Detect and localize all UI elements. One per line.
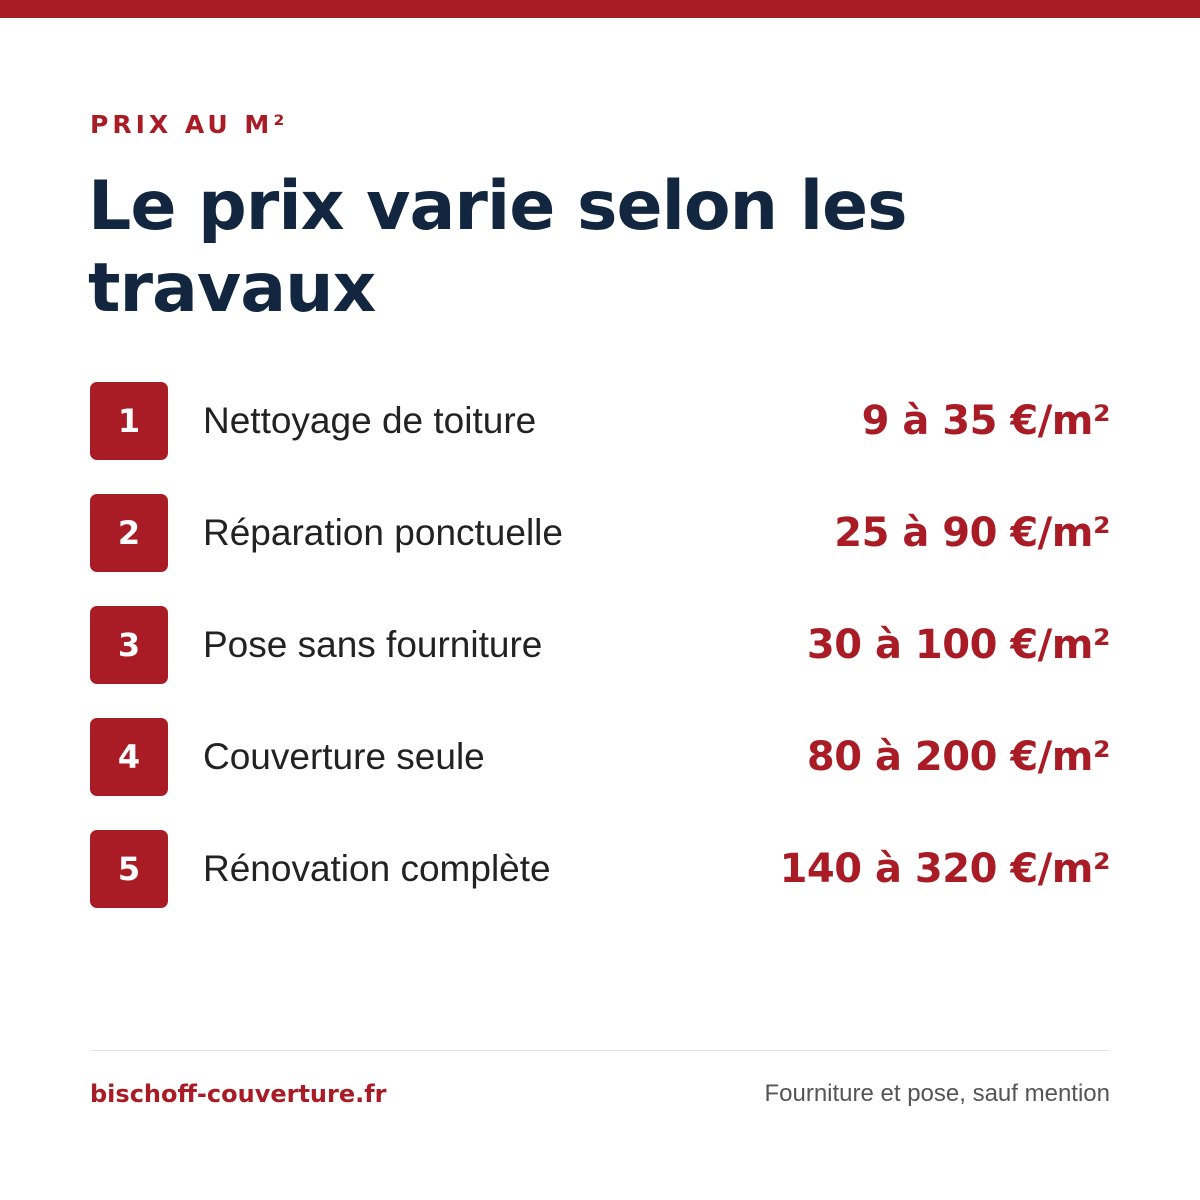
item-price: 30 à 100 €/m² xyxy=(806,622,1110,668)
footer-divider xyxy=(90,1050,1110,1051)
item-price: 9 à 35 €/m² xyxy=(861,398,1110,444)
item-label: Rénovation complète xyxy=(203,848,551,889)
footer-note: Fourniture et pose, sauf mention xyxy=(764,1080,1110,1107)
list-item xyxy=(90,606,1110,684)
list-item xyxy=(90,718,1110,796)
item-price: 80 à 200 €/m² xyxy=(806,734,1110,780)
item-number-badge: 3 xyxy=(90,606,168,684)
list-item xyxy=(90,830,1110,908)
list-item xyxy=(90,494,1110,572)
item-number-badge: 2 xyxy=(90,494,168,572)
top-accent-bar xyxy=(0,0,1200,18)
page-title: Le prix varie selon les travaux xyxy=(88,167,907,328)
item-price: 140 à 320 €/m² xyxy=(779,846,1110,892)
list-item xyxy=(90,382,1110,460)
item-number-badge: 5 xyxy=(90,830,168,908)
item-price: 25 à 90 €/m² xyxy=(834,510,1110,556)
website-link[interactable]: bischoff-couverture.fr xyxy=(90,1080,387,1108)
eyebrow-label: PRIX AU M² xyxy=(90,110,289,139)
item-label: Nettoyage de toiture xyxy=(203,400,537,441)
item-label: Pose sans fourniture xyxy=(203,624,543,665)
item-number-badge: 1 xyxy=(90,382,168,460)
item-label: Réparation ponctuelle xyxy=(203,512,563,553)
price-list xyxy=(90,382,1110,942)
item-label: Couverture seule xyxy=(203,736,485,777)
item-number-badge: 4 xyxy=(90,718,168,796)
